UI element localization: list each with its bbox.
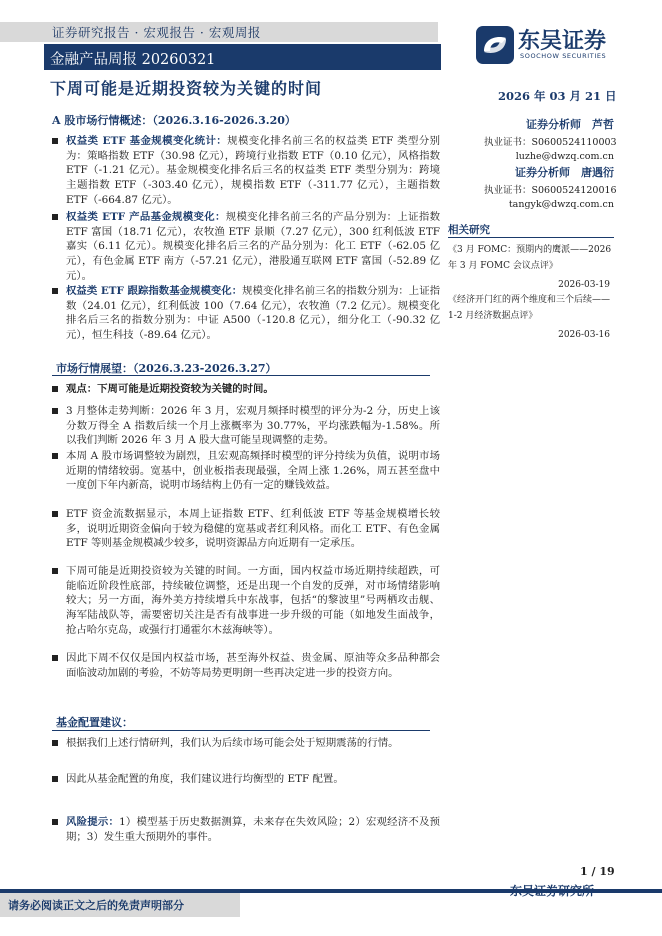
bullet-text: 3 月整体走势判断：2026 年 3 月，宏观月频择时模型的评分为-2 分，历史上该分数万得全 A 指数后续一个月上涨概率为 30.77%，平均涨跌幅为-1.58%。所以我们判断 2026 年 3 月 A 股大盘可能呈现调整的走势。 — [66, 405, 440, 447]
logo-mark-icon — [476, 26, 514, 64]
bullet-text: 因此从基金配置的角度，我们建议进行均衡型的 ETF 配置。 — [66, 773, 344, 785]
company-logo — [476, 24, 626, 66]
section-heading-market-overview: A 股市场行情概述：（2026.3.16-2026.3.20） — [52, 114, 296, 127]
bullet-key-week — [52, 564, 440, 638]
bullet-square-icon — [52, 138, 58, 144]
bullet-text: ETF 资金流数据显示，本周上证指数 ETF、红利低波 ETF 等基金规模增长较多，说明近期资金偏向于较为稳健的宽基或者红利风格。而化工 ETF、有色金属 ETF 等则基金规模减少较多，说明资源品方向近期有一定承压。 — [66, 508, 440, 550]
bullet-march-trend — [52, 404, 440, 448]
analyst-license: 执业证书：S0600524110003 — [484, 137, 617, 148]
bullet-text: 规模变化排名前三名的产品分别为：上证指数 ETF 富国（18.71 亿元），农牧渔 ETF 景顺（7.27 亿元），300 红利低波 ETF 嘉实（6.11 亿元）。规模变化排名后三名的产品分别为：化工 ETF（-62.05 亿元），有色金属 ETF 南方（-57.21 亿元），港股通互联网 ETF 富国（-52.89 亿元）。 — [66, 211, 440, 282]
report-date: 2026 年 03 月 21 日 — [498, 89, 617, 103]
analyst-name: 证券分析师 芦哲 — [526, 118, 614, 131]
section-heading-allocation: 基金配置建议： — [56, 716, 133, 729]
related-divider — [448, 237, 614, 238]
page-title: 下周可能是近期投资较为关键的时间 — [50, 79, 323, 98]
bullet-text: 下周可能是近期投资较为关键的时间。一方面，国内权益市场近期持续超跌，可能临近阶段性底部，持续破位调整，还是出现一个自发的反弹，对市场情绪影响较大；另一方面，海外美方持续增兵中东战事，包括“的黎波里”号两栖攻击舰、海军陆战队等，需要密切关注是否有战事进一步升级的可能（如地发生面战争，抢占哈尔克岛，或强行打通霍尔木兹海峡等）。 — [66, 565, 440, 636]
logo-text-en: SOOCHOW SECURITIES — [520, 52, 607, 60]
analyst-license: 执业证书：S0600524120016 — [484, 185, 617, 196]
related-research-heading: 相关研究 — [448, 224, 490, 236]
analyst-email[interactable]: tangyk@dwzq.com.cn — [508, 199, 614, 210]
bullet-allocation-suggestion — [52, 772, 440, 787]
bullet-square-icon — [52, 568, 58, 574]
bullet-lead: 权益类 ETF 跟踪指数基金规模变化： — [66, 285, 243, 297]
section-heading-outlook: 市场行情展望：（2026.3.23-2026.3.27） — [56, 362, 277, 375]
bullet-square-icon — [52, 740, 58, 746]
bullet-text: 1）模型基于历史数据测算，未来存在失效风险；2）宏观经济不及预期；3）发生重大预期外的事件。 — [66, 816, 441, 843]
bullet-square-icon — [52, 819, 58, 825]
bullet-allocation-view — [52, 736, 440, 751]
bullet-lead: 权益类 ETF 产品基金规模变化： — [66, 211, 226, 223]
bullet-risk-warning — [52, 815, 440, 844]
related-item-title[interactable]: 《3 月 FOMC：预期内的鹰派——2026 年 3 月 FOMC 会议点评》 — [448, 245, 612, 271]
section-divider — [52, 375, 430, 376]
bullet-etf-flows — [52, 507, 440, 551]
logo-text-cn: 东吴证券 — [518, 29, 607, 54]
bullet-volatility — [52, 651, 440, 680]
related-item-date: 2026-03-16 — [558, 330, 610, 340]
bullet-text: 因此下周不仅仅是国内权益市场，甚至海外权益、贵金属、原油等众多品种都会面临波动加剧的考验，不妨等局势更明朗一些再决定进一步的投资方向。 — [66, 652, 440, 679]
bullet-market-adjustment — [52, 449, 440, 493]
report-category: 证券研究报告 · 宏观报告 · 宏观周报 — [52, 25, 261, 40]
bullet-square-icon — [52, 511, 58, 517]
bullet-square-icon — [52, 214, 58, 220]
bullet-square-icon — [52, 655, 58, 661]
bullet-square-icon — [52, 408, 58, 414]
bullet-view — [52, 382, 440, 397]
bullet-text: 本周 A 股市场调整较为剧烈，且宏观高频择时模型的评分持续为负值，说明市场近期的情绪较弱。宽基中，创业板指表现最强，全周上涨 1.26%，周五甚至盘中一度创下年内新高，说明市场结构上仍有一定的赚钱效益。 — [66, 450, 440, 492]
related-item-title[interactable]: 《经济开门红的两个维度和三个后续——1-2 月经济数据点评》 — [448, 295, 611, 321]
analyst-block-2 — [484, 164, 617, 212]
analyst-email[interactable]: luzhe@dwzq.com.cn — [515, 151, 614, 162]
bullet-text: 观点：下周可能是近期投资较为关键的时间。 — [66, 383, 274, 395]
related-item-date: 2026-03-19 — [558, 280, 610, 290]
bullet-etf-index-change — [52, 284, 440, 343]
bullet-text: 规模变化排名前三名的权益类 ETF 类型分别为：策略指数 ETF（30.98 亿元），跨境行业指数 ETF（0.10 亿元），风格指数 ETF（-1.21 亿元）。基金规模变化排名后三名的权益类 ETF 类型分别为：跨境主题指数 ETF（-303.40 亿元），规模指数 ETF（-311.77 亿元），主题指数 ETF（-664.87 亿元）。 — [66, 135, 440, 206]
bullet-etf-product-change — [52, 210, 440, 284]
report-subtitle: 金融产品周报 20260321 — [50, 52, 216, 68]
disclaimer-text[interactable]: 请务必阅读正文之后的免责声明部分 — [8, 899, 184, 912]
bullet-square-icon — [52, 453, 58, 459]
page-number: 1 / 19 — [580, 865, 615, 878]
bullet-square-icon — [52, 288, 58, 294]
bullet-square-icon — [52, 386, 58, 392]
bullet-etf-type-change — [52, 134, 440, 208]
bullet-lead: 风险提示： — [66, 816, 120, 828]
bullet-text: 根据我们上述行情研判，我们认为后续市场可能会处于短期震荡的行情。 — [66, 737, 399, 749]
bullet-square-icon — [52, 776, 58, 782]
section-divider — [52, 730, 430, 731]
bullet-text: 规模变化排名前三名的指数分别为：上证指数（24.01 亿元），红利低波 100（7.64 亿元），农牧渔（7.2 亿元）。规模变化排名后三名的指数分别为：中证 A500（-120.8 亿元），细分化工（-90.32 亿元），恒生科技（-89.64 亿元）。 — [66, 285, 441, 342]
bullet-lead: 权益类 ETF 基金规模变化统计： — [66, 135, 228, 147]
analyst-block-1 — [484, 116, 617, 164]
analyst-name: 证券分析师 唐遇衍 — [515, 166, 614, 179]
